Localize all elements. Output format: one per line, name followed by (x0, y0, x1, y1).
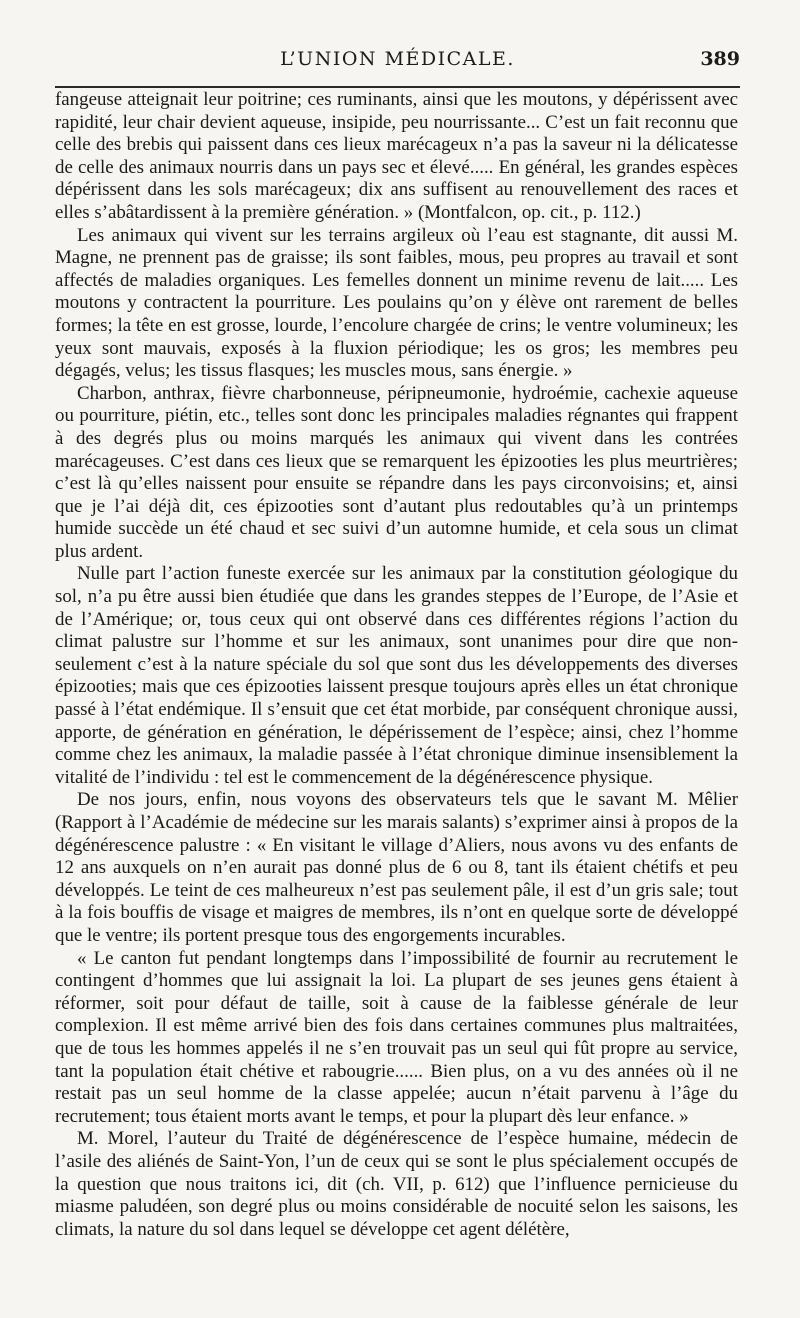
paragraph-5: De nos jours, enfin, nous voyons des observateurs tels que le savant M. Mêlier (Rapport à l’Académie de médecine sur les marais salants) s’exprimer ainsi à propos de la dégénérescence palustre : « En visitant le village d’Aliers, nous avons vu des enfants de 12 ans auxquels on n’en aurait pas donné plus de 6 ou 8, tant ils étaient chétifs et peu développés. Le teint de ces malheureux n’est pas seulement pâle, il est d’un gris sale; tout à la fois bouffis de visage et maigres de membres, ils n’ont en quelque sorte de développé que le ventre; ils portent presque tous des engorgements incurables. (55, 789, 738, 946)
paragraph-3: Charbon, anthrax, fièvre charbonneuse, péripneumonie, hydroémie, cachexie aqueuse ou pourriture, piétin, etc., telles sont donc les principales maladies régnantes qui frappent à des degrés plus ou moins marqués les animaux qui vivent dans les contrées marécageuses. C’est dans ces lieux que se remarquent les épizooties les plus meurtrières; c’est là qu’elles naissent pour ensuite se répandre dans les pays circonvoisins; et, ainsi que je l’ai déjà dit, ces épizooties sont d’autant plus redoutables qu’à un printemps humide succède un été chaud et sec suivi d’un automne humide, et cela sous un climat plus ardent. (55, 382, 738, 562)
running-title: L’UNION MÉDICALE. (280, 48, 515, 70)
paragraph-2: Les animaux qui vivent sur les terrains argileux où l’eau est stagnante, dit aussi M. Magne, ne prennent pas de graisse; ils sont faibles, mous, peu propres au travail et sont affectés de maladies organiques. Les femelles donnent un minime revenu de lait..... Les moutons y contractent la pourriture. Les poulains qu’on y élève ont rarement de belles formes; la tête en est grosse, lourde, l’encolure chargée de crins; le ventre volumineux; les yeux sont mauvais, exposés à la fluxion périodique; les os gros; les membres peu dégagés, velus; les tissus flasques; les muscles mous, sans énergie. » (55, 224, 738, 382)
paragraph-4: Nulle part l’action funeste exercée sur les animaux par la constitution géologique du sol, n’a pu être aussi bien étudiée que dans les grandes steppes de l’Europe, de l’Asie et de l’Amérique; or, tous ceux qui ont observé dans ces différentes régions l’action du climat palustre sur l’homme et sur les animaux, sont unanimes pour dire que non-seulement c’est à la nature spéciale du sol que sont dus les développements des diverses épizooties; mais que ces épizooties laissent presque toujours après elles un état chronique passé à l’état endémique. Il s’ensuit que cet état morbide, par conséquent chronique aussi, apporte, de génération en génération, le dépérissement de l’espèce; ainsi, chez l’homme comme chez les animaux, la maladie passée à l’état chronique diminue insensiblement la vitalité de l’individu : tel est le commencement de la dégénérescence physique. (55, 563, 738, 788)
paragraph-7: M. Morel, l’auteur du Traité de dégénérescence de l’espèce humaine, médecin de l’asile des aliénés de Saint-Yon, l’un de ceux qui se sont le plus spécialement occupés de la question que nous traitons ici, dit (ch. VII, p. 612) que l’influence pernicieuse du miasme paludéen, son degré plus ou moins considérable de nocuité selon les saisons, les climats, la nature du sol dans lequel se développe cet agent délétère, (55, 1128, 738, 1240)
paragraph-1: fangeuse atteignait leur poitrine; ces ruminants, ainsi que les moutons, y dépérissent avec rapidité, leur chair devient aqueuse, insipide, peu nourrissante... C’est un fait reconnu que celle des brebis qui paissent dans ces lieux marécageux n’a pas la saveur ni la délicatesse de celle des animaux nourris dans un pays sec et élevé..... En général, les grandes espèces dépérissent dans les sols marécageux; dix ans suffisent au renouvellement des races et elles s’abâtardissent à la première génération. » (Montfalcon, op. cit., p. 112.) (55, 89, 738, 223)
page-header (55, 48, 740, 78)
body-text (55, 89, 738, 1241)
page-number: 389 (700, 48, 740, 70)
paragraph-6: « Le canton fut pendant longtemps dans l’impossibilité de fournir au recrutement le contingent d’hommes que lui assignait la loi. La plupart de ses jeunes gens étaient à réformer, soit pour défaut de taille, soit à cause de la faiblesse générale de leur complexion. Il est même arrivé bien des fois dans certaines communes plus maltraitées, que de tous les hommes appelés il ne s’en trouvait pas un seul qui fût propre au service, tant la population était chétive et rabougrie...... Bien plus, on a vu des années où il ne restait pas un seul homme de la classe appelée; aucun n’était parvenu à l’âge du recrutement; tous étaient morts avant le temps, et pour la plupart dès leur enfance. » (55, 947, 738, 1127)
header-rule (55, 86, 740, 88)
